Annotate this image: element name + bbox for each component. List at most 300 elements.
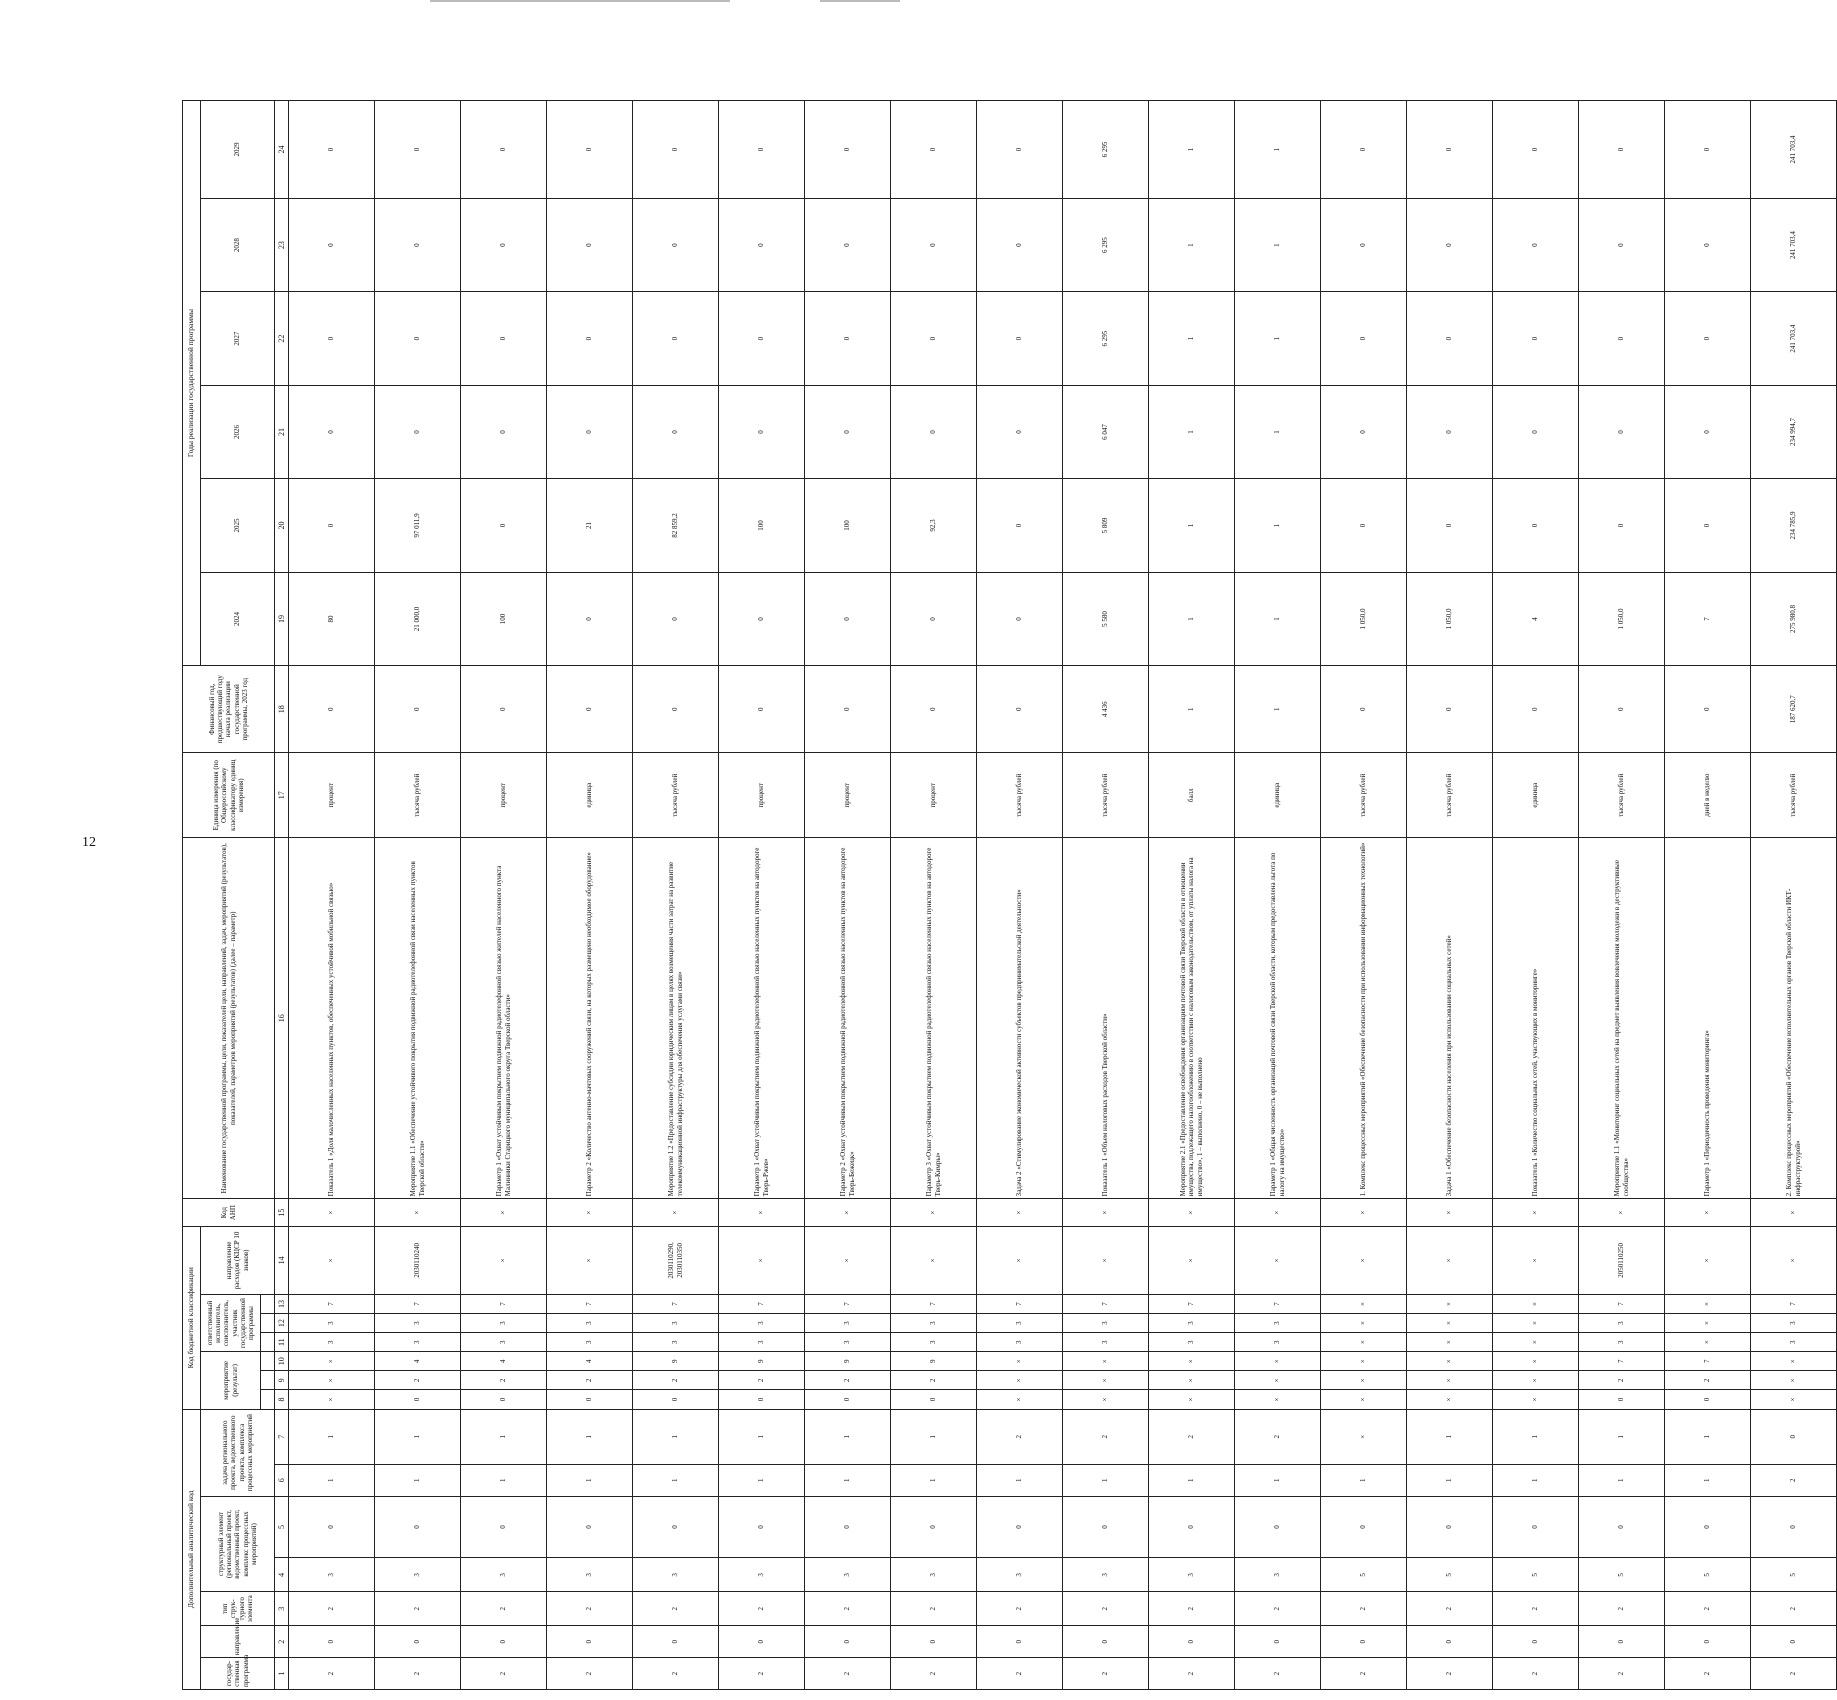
code-cell: × bbox=[1063, 1390, 1149, 1409]
year-value-cell: 0 bbox=[547, 101, 633, 199]
code-cell: × bbox=[719, 1199, 805, 1227]
table-row bbox=[1407, 101, 1493, 1690]
code-cell: 9 bbox=[633, 1352, 719, 1371]
base-value-cell: 0 bbox=[1665, 666, 1751, 753]
code-cell: × bbox=[1407, 1199, 1493, 1227]
unit-cell: тысяча рублей bbox=[375, 753, 461, 838]
code-cell: 1 bbox=[719, 1409, 805, 1464]
base-value-cell: 1 bbox=[1149, 666, 1235, 753]
unit-cell: процент bbox=[805, 753, 891, 838]
task-header: задача регионального проекта, ведомственного проекта, комплекса процессных мероприятий bbox=[201, 1409, 275, 1496]
year-value-cell: 1 bbox=[1235, 385, 1321, 478]
code-cell: 7 bbox=[891, 1294, 977, 1313]
column-number: 3 bbox=[275, 1592, 289, 1626]
code-cell: 3 bbox=[1579, 1314, 1665, 1333]
code-cell: 0 bbox=[375, 1626, 461, 1658]
code-cell: × bbox=[719, 1226, 805, 1294]
column-number: 15 bbox=[275, 1199, 289, 1227]
code-cell: 3 bbox=[891, 1333, 977, 1352]
column-number: 20 bbox=[275, 479, 289, 572]
code-cell: 3 bbox=[289, 1333, 375, 1352]
code-cell: 3 bbox=[1235, 1314, 1321, 1333]
code-cell: × bbox=[461, 1226, 547, 1294]
code-cell: 2050110250 bbox=[1579, 1226, 1665, 1294]
code-cell: 7 bbox=[1149, 1294, 1235, 1313]
base-value-cell: 0 bbox=[461, 666, 547, 753]
code-cell: 3 bbox=[375, 1558, 461, 1592]
year-value-cell: 7 bbox=[1665, 572, 1751, 665]
code-cell: 2 bbox=[891, 1371, 977, 1390]
year-value-cell: 92,3 bbox=[891, 479, 977, 572]
code-cell: 2 bbox=[633, 1592, 719, 1626]
column-number: 10 bbox=[275, 1352, 289, 1371]
code-cell: 1 bbox=[719, 1464, 805, 1496]
code-cell: 3 bbox=[1063, 1558, 1149, 1592]
column-number: 1 bbox=[275, 1658, 289, 1690]
code-cell: 7 bbox=[461, 1294, 547, 1313]
code-cell: 5 bbox=[1665, 1558, 1751, 1592]
code-cell: 0 bbox=[1665, 1626, 1751, 1658]
column-number: 13 bbox=[275, 1294, 289, 1313]
code-cell: × bbox=[1407, 1333, 1493, 1352]
unit-cell: тысяча рублей bbox=[1321, 753, 1407, 838]
base-value-cell: 0 bbox=[1321, 666, 1407, 753]
code-cell: × bbox=[1321, 1390, 1407, 1409]
year-header: 2029 bbox=[201, 101, 275, 199]
code-cell: 1 bbox=[805, 1409, 891, 1464]
code-cell: 2 bbox=[1751, 1464, 1837, 1496]
code-cell: 3 bbox=[805, 1314, 891, 1333]
code-cell: 0 bbox=[805, 1626, 891, 1658]
code-cell: 3 bbox=[1063, 1333, 1149, 1352]
table-row bbox=[1149, 101, 1235, 1690]
unit-cell: процент bbox=[719, 753, 805, 838]
page-number: 12 bbox=[82, 835, 96, 850]
code-cell: 2 bbox=[1235, 1409, 1321, 1464]
table-row bbox=[1235, 101, 1321, 1690]
code-cell: × bbox=[977, 1371, 1063, 1390]
code-cell: 3 bbox=[719, 1333, 805, 1352]
code-cell: 1 bbox=[633, 1409, 719, 1464]
code-cell: × bbox=[1235, 1226, 1321, 1294]
table-row bbox=[375, 101, 461, 1690]
code-cell: 2 bbox=[547, 1592, 633, 1626]
code-cell: × bbox=[1751, 1390, 1837, 1409]
year-value-cell: 0 bbox=[1407, 101, 1493, 199]
code-cell: 5 bbox=[1321, 1558, 1407, 1592]
year-value-cell: 0 bbox=[805, 198, 891, 291]
year-value-cell: 0 bbox=[719, 385, 805, 478]
code-cell: 2 bbox=[1149, 1409, 1235, 1464]
column-number: 9 bbox=[275, 1371, 289, 1390]
code-cell: 2 bbox=[1235, 1592, 1321, 1626]
year-value-cell: 0 bbox=[375, 198, 461, 291]
code-cell: 0 bbox=[1407, 1626, 1493, 1658]
table-row bbox=[289, 101, 375, 1690]
code-cell: 0 bbox=[461, 1496, 547, 1558]
code-cell: × bbox=[1149, 1199, 1235, 1227]
year-value-cell: 0 bbox=[719, 572, 805, 665]
year-value-cell: 0 bbox=[289, 385, 375, 478]
year-value-cell: 0 bbox=[977, 479, 1063, 572]
year-value-cell: 100 bbox=[461, 572, 547, 665]
year-value-cell: 241 703,4 bbox=[1751, 292, 1837, 385]
code-cell: × bbox=[977, 1199, 1063, 1227]
code-cell: × bbox=[1321, 1371, 1407, 1390]
table-row bbox=[461, 101, 547, 1690]
unit-cell: процент bbox=[289, 753, 375, 838]
year-value-cell: 0 bbox=[1321, 292, 1407, 385]
code-cell: 0 bbox=[1493, 1626, 1579, 1658]
base-value-cell: 0 bbox=[547, 666, 633, 753]
code-cell: × bbox=[1149, 1226, 1235, 1294]
code-cell: 2 bbox=[1665, 1592, 1751, 1626]
row-name-cell: Параметр 1 «Периодичность проведения мониторинга» bbox=[1665, 838, 1751, 1199]
code-cell: × bbox=[1149, 1390, 1235, 1409]
year-value-cell: 0 bbox=[1321, 479, 1407, 572]
year-value-cell: 6 295 bbox=[1063, 292, 1149, 385]
year-value-cell: 234 994,7 bbox=[1751, 385, 1837, 478]
anp-header: Код АНП bbox=[183, 1199, 275, 1227]
code-cell: × bbox=[1751, 1352, 1837, 1371]
base-value-cell: 0 bbox=[289, 666, 375, 753]
year-value-cell: 4 bbox=[1493, 572, 1579, 665]
direction-header: направление bbox=[201, 1626, 275, 1658]
code-cell: × bbox=[1063, 1352, 1149, 1371]
column-number: 4 bbox=[275, 1558, 289, 1592]
program-table bbox=[182, 100, 1837, 1690]
code-cell: 3 bbox=[1751, 1314, 1837, 1333]
base-value-cell: 0 bbox=[977, 666, 1063, 753]
code-cell: 3 bbox=[1149, 1558, 1235, 1592]
code-cell: × bbox=[1407, 1390, 1493, 1409]
column-number: 24 bbox=[275, 101, 289, 199]
code-cell: 0 bbox=[375, 1390, 461, 1409]
column-number: 23 bbox=[275, 198, 289, 291]
code-cell: × bbox=[1407, 1226, 1493, 1294]
column-number: 5 bbox=[275, 1496, 289, 1558]
code-cell: 3 bbox=[633, 1314, 719, 1333]
unit-cell: тысяча рублей bbox=[633, 753, 719, 838]
row-name-cell: Мероприятие 1.1 «Мониторинг социальных сетей на предмет выявления вовлечения молодежи в деструктивные сообщества» bbox=[1579, 838, 1665, 1199]
code-cell: × bbox=[461, 1199, 547, 1227]
year-value-cell: 0 bbox=[805, 101, 891, 199]
code-cell: 1 bbox=[1665, 1464, 1751, 1496]
code-cell: 1 bbox=[547, 1409, 633, 1464]
year-value-cell: 0 bbox=[547, 572, 633, 665]
year-value-cell: 0 bbox=[1665, 198, 1751, 291]
row-name-cell: Показатель 1 «Доля малочисленных населенных пунктов, обеспеченных устойчивой мобильной связью» bbox=[289, 838, 375, 1199]
code-cell: 1 bbox=[633, 1464, 719, 1496]
code-cell: 2030110290, 2030110350 bbox=[633, 1226, 719, 1294]
years-group-header: Годы реализации государственной программы bbox=[183, 101, 201, 666]
row-name-cell: Параметр 1 «Охват устойчивым покрытием подвижной радиотелефонной связью жителей населенного пункта Малинники Старицкого муниципального округа Тверской области» bbox=[461, 838, 547, 1199]
code-cell: 2 bbox=[1063, 1592, 1149, 1626]
code-cell: × bbox=[1407, 1314, 1493, 1333]
code-cell: 2 bbox=[805, 1371, 891, 1390]
code-cell: × bbox=[289, 1226, 375, 1294]
code-cell: × bbox=[375, 1199, 461, 1227]
code-cell: 9 bbox=[719, 1352, 805, 1371]
year-value-cell: 1 050,0 bbox=[1407, 572, 1493, 665]
column-number: 21 bbox=[275, 385, 289, 478]
code-cell: 1 bbox=[1149, 1464, 1235, 1496]
blank-subheader bbox=[261, 1314, 275, 1333]
base-value-cell: 0 bbox=[1579, 666, 1665, 753]
code-cell: 0 bbox=[1751, 1409, 1837, 1464]
code-cell: 0 bbox=[977, 1496, 1063, 1558]
year-value-cell: 0 bbox=[1493, 101, 1579, 199]
base-value-cell: 1 bbox=[1235, 666, 1321, 753]
column-number: 12 bbox=[275, 1314, 289, 1333]
row-name-cell: Показатель 1 «Объем налоговых расходов Тверской области» bbox=[1063, 838, 1149, 1199]
base-value-cell: 0 bbox=[805, 666, 891, 753]
year-header: 2025 bbox=[201, 479, 275, 572]
code-cell: 2 bbox=[1235, 1658, 1321, 1690]
code-cell: 0 bbox=[719, 1496, 805, 1558]
year-value-cell: 0 bbox=[375, 101, 461, 199]
code-cell: 3 bbox=[891, 1558, 977, 1592]
year-value-cell: 100 bbox=[719, 479, 805, 572]
year-value-cell: 0 bbox=[1579, 198, 1665, 291]
year-value-cell: 0 bbox=[633, 385, 719, 478]
code-cell: 4 bbox=[461, 1352, 547, 1371]
code-cell: 2 bbox=[289, 1658, 375, 1690]
year-value-cell: 1 bbox=[1235, 198, 1321, 291]
table-row bbox=[1063, 101, 1149, 1690]
column-number: 18 bbox=[275, 666, 289, 753]
year-value-cell: 5 580 bbox=[1063, 572, 1149, 665]
expense-header: направление расходов (КЦСР 10 знаков) bbox=[201, 1226, 275, 1294]
code-cell: × bbox=[1321, 1199, 1407, 1227]
column-number: 22 bbox=[275, 292, 289, 385]
year-value-cell: 275 980,8 bbox=[1751, 572, 1837, 665]
code-cell: 2 bbox=[977, 1592, 1063, 1626]
code-cell: 3 bbox=[719, 1558, 805, 1592]
code-cell: 1 bbox=[1063, 1464, 1149, 1496]
code-cell: × bbox=[1493, 1390, 1579, 1409]
code-cell: × bbox=[1149, 1352, 1235, 1371]
year-value-cell: 0 bbox=[461, 479, 547, 572]
unit-cell: единица bbox=[547, 753, 633, 838]
year-value-cell: 0 bbox=[891, 198, 977, 291]
year-value-cell: 0 bbox=[1493, 385, 1579, 478]
row-name-cell: Показатель 1 «Количество социальных сетей, участвующих в мониторинге» bbox=[1493, 838, 1579, 1199]
code-cell: 1 bbox=[375, 1464, 461, 1496]
base-value-cell: 0 bbox=[891, 666, 977, 753]
code-cell: 0 bbox=[1751, 1626, 1837, 1658]
code-cell: 0 bbox=[891, 1496, 977, 1558]
year-value-cell: 0 bbox=[977, 101, 1063, 199]
code-cell: 0 bbox=[1751, 1496, 1837, 1558]
row-name-cell: Параметр 2 «Охват устойчивым покрытием подвижной радиотелефонной связью населенных пунктов на автодороге Тверь-Бежецк» bbox=[805, 838, 891, 1199]
blank-subheader bbox=[261, 1371, 275, 1390]
code-cell: 2 bbox=[891, 1658, 977, 1690]
row-name-cell: Параметр 3 «Охват устойчивым покрытием подвижной радиотелефонной связью населенных пунктов на автодороге Тверь-Кимры» bbox=[891, 838, 977, 1199]
code-cell: 2 bbox=[461, 1658, 547, 1690]
year-value-cell: 0 bbox=[1321, 101, 1407, 199]
code-cell: 0 bbox=[461, 1390, 547, 1409]
code-cell: × bbox=[1321, 1409, 1407, 1464]
code-cell: × bbox=[1493, 1371, 1579, 1390]
code-cell: 0 bbox=[719, 1626, 805, 1658]
code-cell: × bbox=[1321, 1314, 1407, 1333]
code-cell: 0 bbox=[461, 1626, 547, 1658]
table-row bbox=[1751, 101, 1837, 1690]
year-value-cell: 80 bbox=[289, 572, 375, 665]
code-cell: 2 bbox=[1149, 1592, 1235, 1626]
year-value-cell: 0 bbox=[1665, 385, 1751, 478]
table-row bbox=[1579, 101, 1665, 1690]
code-cell: × bbox=[1493, 1294, 1579, 1313]
code-cell: 0 bbox=[547, 1626, 633, 1658]
code-cell: 0 bbox=[289, 1626, 375, 1658]
code-cell: 5 bbox=[1751, 1558, 1837, 1592]
code-cell: 1 bbox=[1407, 1409, 1493, 1464]
year-value-cell: 0 bbox=[891, 385, 977, 478]
code-cell: 3 bbox=[1579, 1333, 1665, 1352]
code-cell: 1 bbox=[805, 1464, 891, 1496]
code-cell: × bbox=[891, 1226, 977, 1294]
year-value-cell: 0 bbox=[461, 385, 547, 478]
table-row bbox=[891, 101, 977, 1690]
year-value-cell: 0 bbox=[1579, 292, 1665, 385]
code-cell: × bbox=[1493, 1226, 1579, 1294]
code-cell: × bbox=[289, 1199, 375, 1227]
table-row bbox=[547, 101, 633, 1690]
code-cell: 7 bbox=[1665, 1352, 1751, 1371]
code-cell: 2 bbox=[633, 1658, 719, 1690]
year-value-cell: 0 bbox=[1321, 385, 1407, 478]
code-cell: 1 bbox=[1493, 1409, 1579, 1464]
year-value-cell: 0 bbox=[1579, 385, 1665, 478]
code-cell: 2 bbox=[633, 1371, 719, 1390]
code-cell: × bbox=[547, 1199, 633, 1227]
year-value-cell: 1 bbox=[1149, 101, 1235, 199]
base-value-cell: 0 bbox=[633, 666, 719, 753]
code-cell: 1 bbox=[289, 1409, 375, 1464]
column-number: 7 bbox=[275, 1409, 289, 1464]
year-value-cell: 0 bbox=[547, 292, 633, 385]
code-cell: × bbox=[805, 1199, 891, 1227]
code-cell: × bbox=[977, 1352, 1063, 1371]
code-cell: 2 bbox=[891, 1592, 977, 1626]
base-value-cell: 187 620,7 bbox=[1751, 666, 1837, 753]
rotated-table-container bbox=[182, 100, 1802, 1690]
year-value-cell: 0 bbox=[891, 101, 977, 199]
code-cell: 0 bbox=[1321, 1626, 1407, 1658]
code-cell: 2 bbox=[1493, 1658, 1579, 1690]
code-cell: × bbox=[1493, 1352, 1579, 1371]
code-cell: 2 bbox=[1493, 1592, 1579, 1626]
year-value-cell: 0 bbox=[1493, 292, 1579, 385]
table-row bbox=[977, 101, 1063, 1690]
code-cell: 7 bbox=[977, 1294, 1063, 1313]
year-value-cell: 0 bbox=[1407, 292, 1493, 385]
year-value-cell: 0 bbox=[633, 292, 719, 385]
code-cell: 7 bbox=[289, 1294, 375, 1313]
code-cell: × bbox=[1235, 1371, 1321, 1390]
year-value-cell: 0 bbox=[289, 292, 375, 385]
year-value-cell: 100 bbox=[805, 479, 891, 572]
code-cell: 3 bbox=[547, 1558, 633, 1592]
code-cell: 3 bbox=[1751, 1333, 1837, 1352]
code-cell: 0 bbox=[1407, 1496, 1493, 1558]
row-name-cell: 1. Комплекс процессных мероприятий «Обеспечение безопасности при использовании информационных технологий» bbox=[1321, 838, 1407, 1199]
code-cell: 3 bbox=[289, 1558, 375, 1592]
code-cell: 2 bbox=[719, 1658, 805, 1690]
code-cell: × bbox=[289, 1390, 375, 1409]
code-cell: 2 bbox=[719, 1371, 805, 1390]
code-cell: 0 bbox=[1579, 1390, 1665, 1409]
year-value-cell: 0 bbox=[461, 198, 547, 291]
base-value-cell: 0 bbox=[719, 666, 805, 753]
year-value-cell: 0 bbox=[1579, 101, 1665, 199]
year-value-cell: 1 bbox=[1235, 572, 1321, 665]
year-header: 2028 bbox=[201, 198, 275, 291]
code-cell: × bbox=[289, 1352, 375, 1371]
struct-type-header: тип струк-турного элемента bbox=[201, 1592, 275, 1626]
column-number: 8 bbox=[275, 1390, 289, 1409]
code-cell: 0 bbox=[805, 1390, 891, 1409]
year-value-cell: 0 bbox=[547, 198, 633, 291]
code-cell: 3 bbox=[547, 1333, 633, 1352]
code-cell: 3 bbox=[547, 1314, 633, 1333]
code-cell: 1 bbox=[547, 1464, 633, 1496]
year-value-cell: 0 bbox=[547, 385, 633, 478]
code-cell: 2 bbox=[1579, 1658, 1665, 1690]
year-value-cell: 241 703,4 bbox=[1751, 101, 1837, 199]
code-cell: 0 bbox=[719, 1390, 805, 1409]
row-name-cell: Мероприятие 2.1 «Предоставление освобождения организациям почтовой связи Тверской области в отношении имущества, подлежащего налогообложению в соответствии с налоговым законодательством, от уплаты налога на имущество», 1 – выполнено, 0 – не выполнено bbox=[1149, 838, 1235, 1199]
year-value-cell: 0 bbox=[633, 101, 719, 199]
code-cell: × bbox=[1665, 1333, 1751, 1352]
year-value-cell: 0 bbox=[891, 292, 977, 385]
column-number-row bbox=[275, 101, 289, 1690]
code-cell: 2 bbox=[375, 1592, 461, 1626]
code-cell: 1 bbox=[461, 1464, 547, 1496]
code-cell: 2 bbox=[1407, 1658, 1493, 1690]
year-value-cell: 0 bbox=[805, 292, 891, 385]
code-cell: 4 bbox=[547, 1352, 633, 1371]
code-cell: × bbox=[1149, 1371, 1235, 1390]
year-value-cell: 0 bbox=[289, 198, 375, 291]
row-name-cell: Задача 1 «Обеспечение безопасности населения при использовании социальных сетей» bbox=[1407, 838, 1493, 1199]
code-cell: 7 bbox=[719, 1294, 805, 1313]
year-header: 2027 bbox=[201, 292, 275, 385]
year-value-cell: 6 047 bbox=[1063, 385, 1149, 478]
code-cell: 3 bbox=[977, 1314, 1063, 1333]
code-cell: × bbox=[1493, 1314, 1579, 1333]
blank-subheader bbox=[261, 1390, 275, 1409]
code-cell: × bbox=[1579, 1199, 1665, 1227]
base-value-cell: 4 436 bbox=[1063, 666, 1149, 753]
code-cell: 2 bbox=[719, 1592, 805, 1626]
code-cell: 0 bbox=[289, 1496, 375, 1558]
code-cell: 1 bbox=[1407, 1464, 1493, 1496]
code-cell: 7 bbox=[633, 1294, 719, 1313]
code-cell: 0 bbox=[633, 1496, 719, 1558]
code-cell: × bbox=[1493, 1333, 1579, 1352]
year-value-cell: 0 bbox=[1665, 292, 1751, 385]
year-value-cell: 1 bbox=[1235, 479, 1321, 572]
unit-cell: тысяча рублей bbox=[1579, 753, 1665, 838]
year-value-cell: 0 bbox=[805, 385, 891, 478]
code-cell: 1 bbox=[1493, 1464, 1579, 1496]
code-cell: 3 bbox=[461, 1558, 547, 1592]
code-cell: 3 bbox=[289, 1314, 375, 1333]
code-cell: 3 bbox=[1235, 1558, 1321, 1592]
